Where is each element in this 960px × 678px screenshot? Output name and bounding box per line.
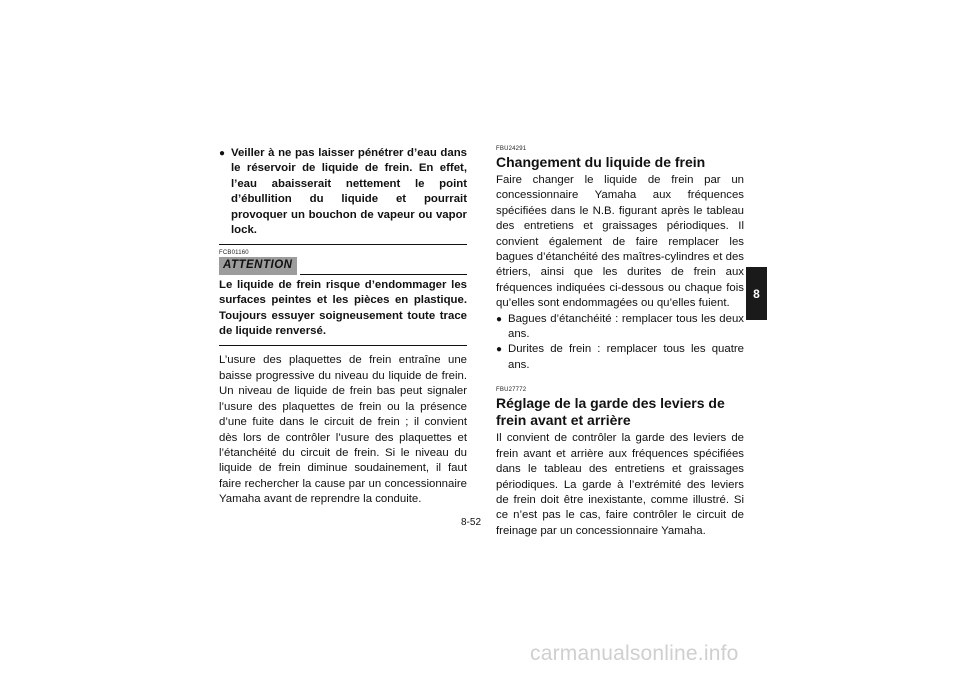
watermark: carmanualsonline.info: [530, 642, 739, 665]
section1-bullet-1-text: Bagues d’étanchéité : remplacer tous les deux ans.: [508, 312, 744, 341]
left-column: [219, 146, 467, 508]
left-body-paragraph: L’usure des plaquettes de frein entraîne une baisse progressive du niveau du liquide de frein. Un niveau de liquide de frein bas peut signaler l’usure des plaquettes de frein ou la présence d’une fuite dans le circuit de frein ; il convient dès lors de contrôler l’usure des plaquettes et l’étanchéité du circuit de frein. Si le niveau du liquide de frein diminue soudainement, il faut faire rechercher la cause par un concessionnaire Yamaha avant de reprendre la conduite.: [219, 354, 467, 506]
section2-body: Il convient de contrôler la garde des leviers de frein avant et arrière aux fréquences spécifiées dans le tableau des entretiens et graissages périodiques. La garde à l’extrémité des leviers de frein doit être inexistante, comme illustré. Si ce n’est pas le cas, faire contrôler le circuit de freinage par un concessionnaire Yamaha.: [496, 432, 744, 537]
section1-bullet-1: [496, 312, 744, 343]
attention-header-line: [300, 274, 467, 275]
attention-code: FCB01160: [219, 250, 249, 257]
section1-body: Faire changer le liquide de frein par un concessionnaire Yamaha aux fréquences spécifiées dans le N.B. figurant après le tableau des entretiens et graissages périodiques. Il convient également de faire remplacer les bagues d’étanchéité des maîtres-cylindres et des étriers, ainsi que les durites de frein aux fréquences indiquées ci-dessous ou chaque fois qu’elles sont endommagées ou qu’elles fuient.: [496, 174, 744, 310]
bullet-icon: ●: [219, 148, 226, 159]
bullet-icon: ●: [496, 313, 503, 325]
attention-text: Le liquide de frein risque d’endommager les surfaces peintes et les pièces en plastique. Toujours essuyer soigneusement toute trace de liquide renversé.: [219, 278, 467, 338]
chapter-tab: 8: [746, 267, 767, 320]
section1-title: Changement du liquide de frein: [496, 154, 706, 170]
bullet-icon: ●: [496, 344, 503, 356]
section2-title: Réglage de la garde des leviers de frein avant et arrière: [496, 395, 725, 429]
right-column: [496, 146, 744, 539]
warning-bullet-item: [219, 146, 467, 238]
attention-bottom-rule: [219, 345, 467, 346]
attention-badge: ATTENTION: [219, 257, 297, 274]
section1-code: FBU24291: [496, 146, 527, 152]
warning-bullet-text: Veiller à ne pas laisser pénétrer d’eau dans le réservoir de liquide de frein. En effet, l’eau abaisserait nettement le point d’ébullition du liquide et pourrait provoquer un bouchon de vapeur ou vapor lock.: [231, 147, 467, 237]
section1-bullet-2-text: Durites de frein : remplacer tous les quatre ans.: [508, 343, 744, 371]
section1-bullet-2: [496, 342, 744, 373]
attention-header: [219, 257, 467, 274]
section2-code: FBU27772: [496, 387, 527, 394]
attention-top-rule: [219, 244, 467, 245]
page-number: 8-52: [461, 517, 482, 528]
